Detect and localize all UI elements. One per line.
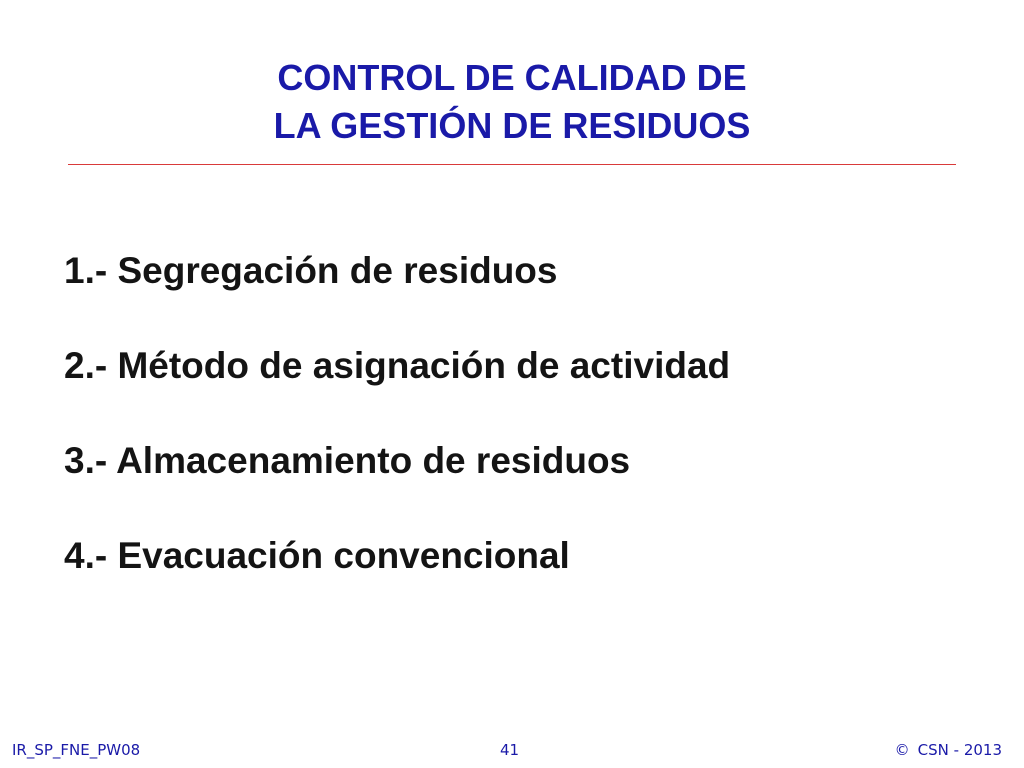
topic-item-4: 4.- Evacuación convencional — [64, 535, 570, 576]
slide-title-line-1: CONTROL DE CALIDAD DE — [277, 57, 747, 98]
slide-title-line-2: LA GESTIÓN DE RESIDUOS — [273, 105, 751, 146]
copyright-icon: © — [894, 741, 910, 759]
topic-list — [64, 246, 730, 626]
title-divider — [68, 164, 956, 165]
footer-page-number: 41 — [500, 741, 520, 759]
topic-item-3: 3.- Almacenamiento de residuos — [64, 440, 631, 481]
footer-copyright-text: CSN - 2013 — [917, 741, 1002, 759]
topic-item-2: 2.- Método de asignación de actividad — [64, 345, 731, 386]
footer-copyright — [895, 740, 1002, 760]
footer-document-code: IR_SP_FNE_PW08 — [12, 741, 141, 759]
slide-title — [0, 54, 1024, 150]
topic-item-1: 1.- Segregación de residuos — [64, 250, 558, 291]
